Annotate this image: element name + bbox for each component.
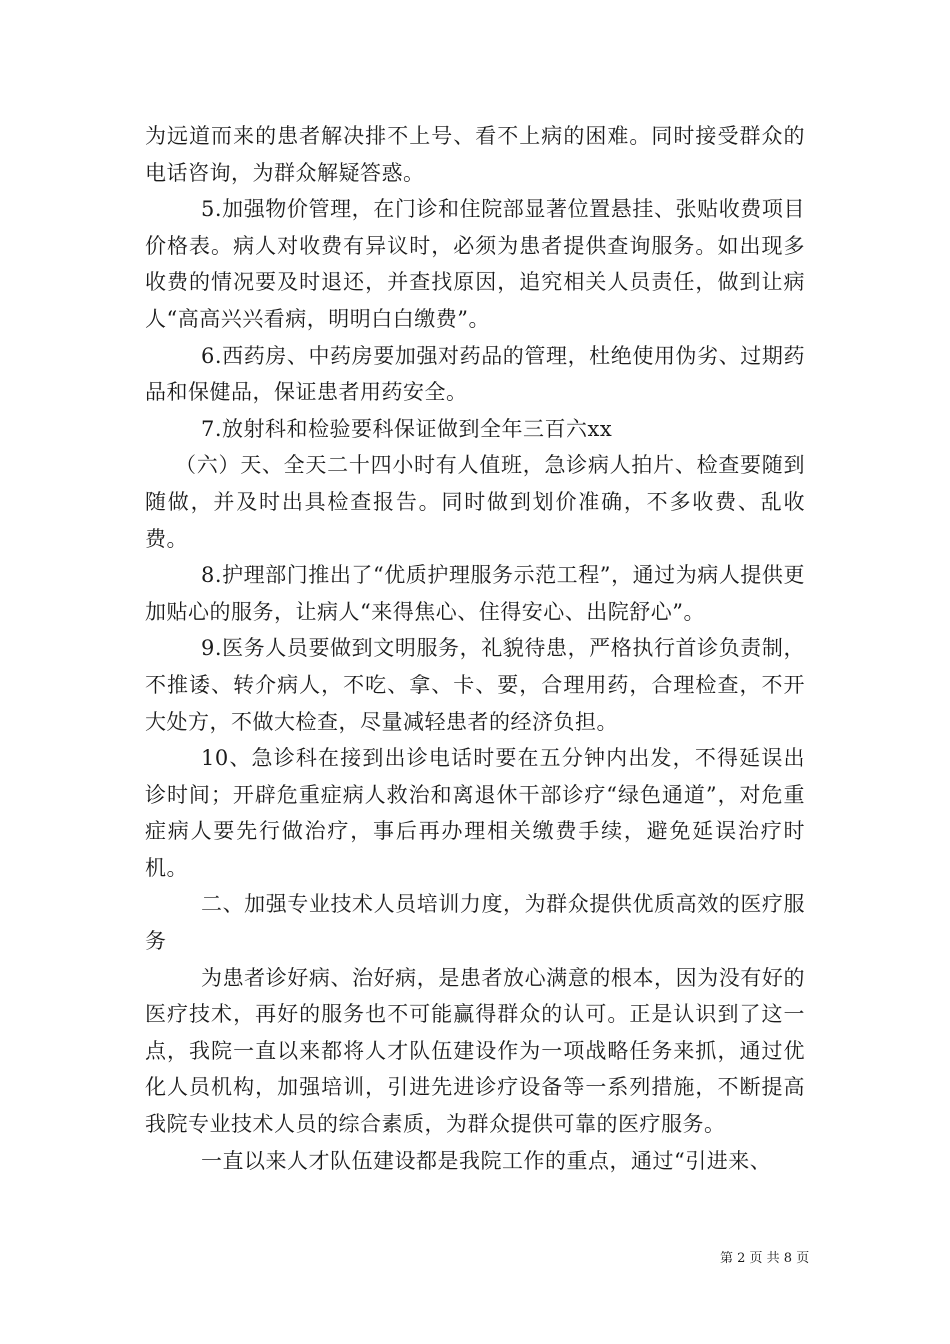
- paragraph-talent-team: 一直以来人才队伍建设都是我院工作的重点，通过“引进来、: [201, 1148, 772, 1173]
- paragraph-item-7-continued: （六）天、全天二十四小时有人值班，急诊病人拍片、检查要随到随做，并及时出具检查报告。同时做到划价准确，不多收费、乱收费。: [145, 453, 805, 551]
- section-heading-2: 二、加强专业技术人员培训力度，为群众提供优质高效的医疗服务: [145, 892, 805, 954]
- paragraph-item-8: 8.护理部门推出了“优质护理服务示范工程”，通过为病人提供更加贴心的服务，让病人“来得焦心、住得安心、出院舒心”。: [145, 563, 805, 624]
- page-number-footer: 第 2 页 共 8 页: [720, 1251, 810, 1266]
- paragraph-continuation: 为远道而来的患者解决排不上号、看不上病的困难。同时接受群众的电话咨询，为群众解疑答惑。: [145, 124, 805, 185]
- paragraph-item-9: 9.医务人员要做到文明服务，礼貌待患，严格执行首诊负责制，不推诿、转介病人，不吃、拿、卡、要，合理用药，合理检查，不开大处方，不做大检查，尽量减轻患者的经济负担。: [145, 636, 805, 734]
- paragraph-section-2-body: 为患者诊好病、治好病，是患者放心满意的根本，因为没有好的医疗技术，再好的服务也不可能赢得群众的认可。正是认识到了这一点，我院一直以来都将人才队伍建设作为一项战略任务来抓，通过优化人员机构，加强培训，引进先进诊疗设备等一系列措施，不断提高我院专业技术人员的综合素质，为群众提供可靠的医疗服务。: [145, 965, 805, 1137]
- paragraph-item-7: 7.放射科和检验要科保证做到全年三百六xx: [201, 416, 613, 441]
- paragraph-item-10: 10、急诊科在接到出诊电话时要在五分钟内出发，不得延误出诊时间；开辟危重症病人救治和离退休干部诊疗“绿色通道”，对危重症病人要先行做治疗，事后再办理相关缴费手续，避免延误治疗时机。: [145, 746, 805, 880]
- document-body: [145, 118, 805, 1179]
- paragraph-item-5: 5.加强物价管理，在门诊和住院部显著位置悬挂、张贴收费项目价格表。病人对收费有异议时，必须为患者提供查询服务。如出现多收费的情况要及时退还，并查找原因，追究相关人员责任，做到让病人“高高兴兴看病，明明白白缴费”。: [145, 197, 805, 331]
- paragraph-item-6: 6.西药房、中药房要加强对药品的管理，杜绝使用伪劣、过期药品和保健品，保证患者用药安全。: [145, 343, 805, 405]
